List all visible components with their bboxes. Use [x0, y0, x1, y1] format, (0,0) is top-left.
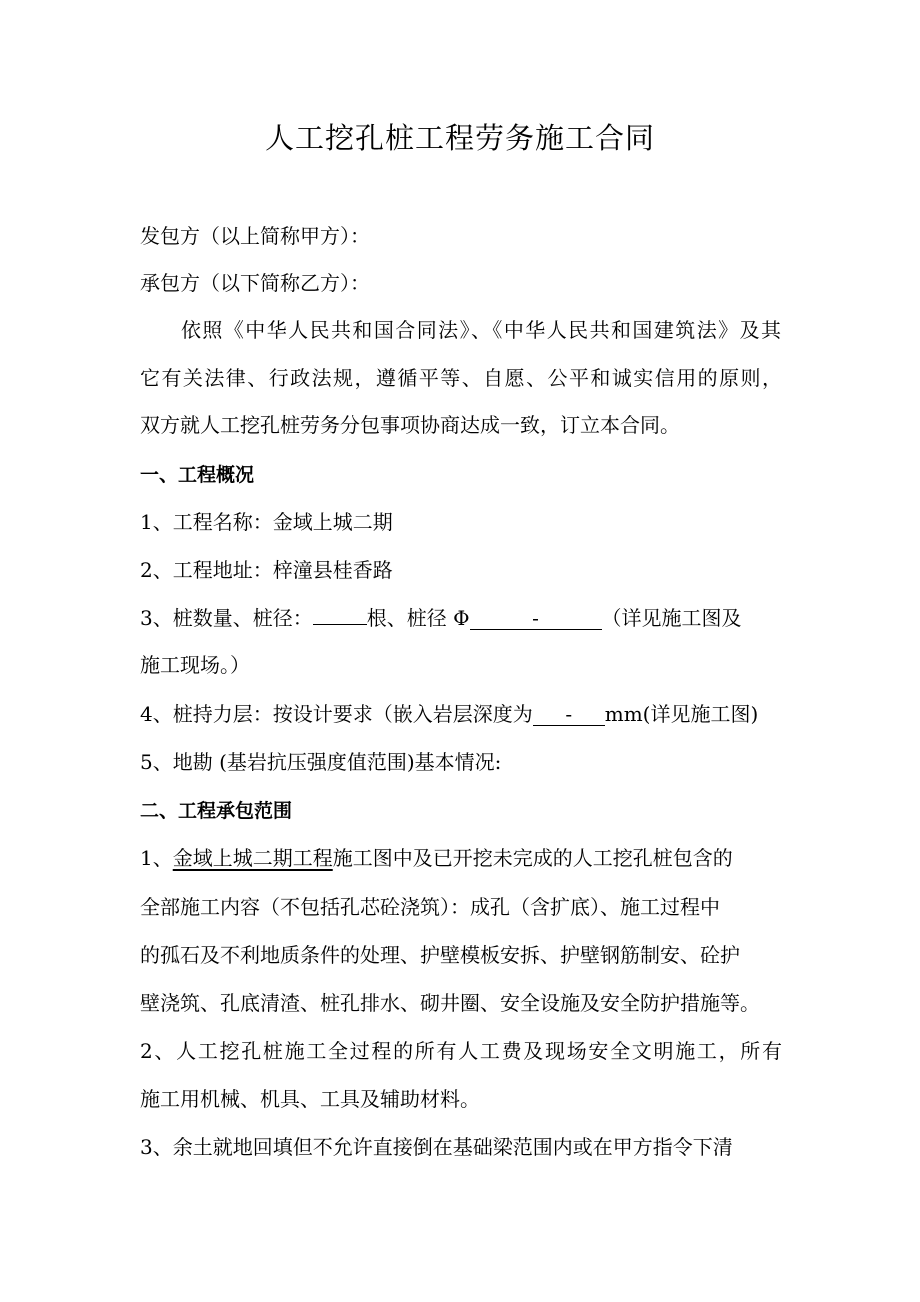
- scope-item-1-line-3: 的孤石及不利地质条件的处理、护壁模板安拆、护壁钢筋制安、砼护: [140, 943, 740, 967]
- project-name-underlined: 金域上城二期工程: [172, 846, 333, 870]
- bearing-layer-line: [140, 700, 758, 728]
- embed-depth-dash: -: [565, 702, 573, 726]
- pile-quantity-suffix: （详见施工图及: [601, 606, 742, 630]
- project-address-line: 2、工程地址：梓潼县桂香路: [140, 558, 393, 582]
- pile-diameter-blank[interactable]: [470, 607, 602, 630]
- scope-item-1-line-2: 全部施工内容（不包括孔芯砼浇筑）：成孔（含扩底）、施工过程中: [140, 895, 720, 919]
- scope-item-1-line-4: 壁浇筑、孔底清渣、桩孔排水、砌井圈、安全设施及安全防护措施等。: [140, 991, 760, 1015]
- embed-depth-blank[interactable]: [533, 703, 605, 726]
- intro-line-2: 它有关法律、行政法规，遵循平等、自愿、公平和诚实信用的原则，: [140, 366, 782, 390]
- project-name-line: 1、工程名称：金域上城二期: [140, 510, 393, 534]
- pile-count-blank[interactable]: [313, 624, 367, 625]
- document-title: 人工挖孔桩工程劳务施工合同: [264, 121, 655, 155]
- section-1-heading: 一、工程概况: [140, 464, 255, 486]
- section-2-heading: 二、工程承包范围: [140, 800, 293, 822]
- scope-item-2-line-2: 施工用机械、机具、工具及辅助材料。: [140, 1087, 480, 1111]
- pile-quantity-continuation: 施工现场。）: [140, 653, 250, 677]
- pile-quantity-line: [140, 604, 742, 632]
- scope-item-1-rest: 施工图中及已开挖未完成的人工挖孔桩包含的: [332, 846, 733, 870]
- bearing-layer-prefix: 4、桩持力层：按设计要求（嵌入岩层深度为: [140, 702, 533, 726]
- bearing-layer-suffix: mm(详见施工图): [604, 702, 759, 726]
- geological-survey-line: 5、地勘 (基岩抗压强度值范围)基本情况:: [140, 750, 502, 774]
- pile-quantity-prefix: 3、桩数量、桩径：: [140, 606, 313, 630]
- scope-item-1-line-1: [140, 844, 733, 872]
- intro-line-3: 双方就人工挖孔桩劳务分包事项协商达成一致，订立本合同。: [140, 413, 680, 437]
- party-b-line: 承包方（以下简称乙方）：: [140, 271, 370, 295]
- intro-line-1: 依照《中华人民共和国合同法》、《中华人民共和国建筑法》及其: [181, 318, 781, 342]
- scope-item-3-line-1: 3、余土就地回填但不允许直接倒在基础梁范围内或在甲方指令下清: [140, 1135, 733, 1159]
- pile-diameter-dash: -: [532, 606, 539, 630]
- scope-item-2-line-1: 2、人工挖孔桩施工全过程的所有人工费及现场安全文明施工，所有: [140, 1039, 782, 1063]
- pile-quantity-mid: 根、桩径 Φ: [366, 606, 470, 630]
- party-a-line: 发包方（以上简称甲方）：: [140, 224, 370, 248]
- scope-item-1-number: 1、: [140, 846, 173, 870]
